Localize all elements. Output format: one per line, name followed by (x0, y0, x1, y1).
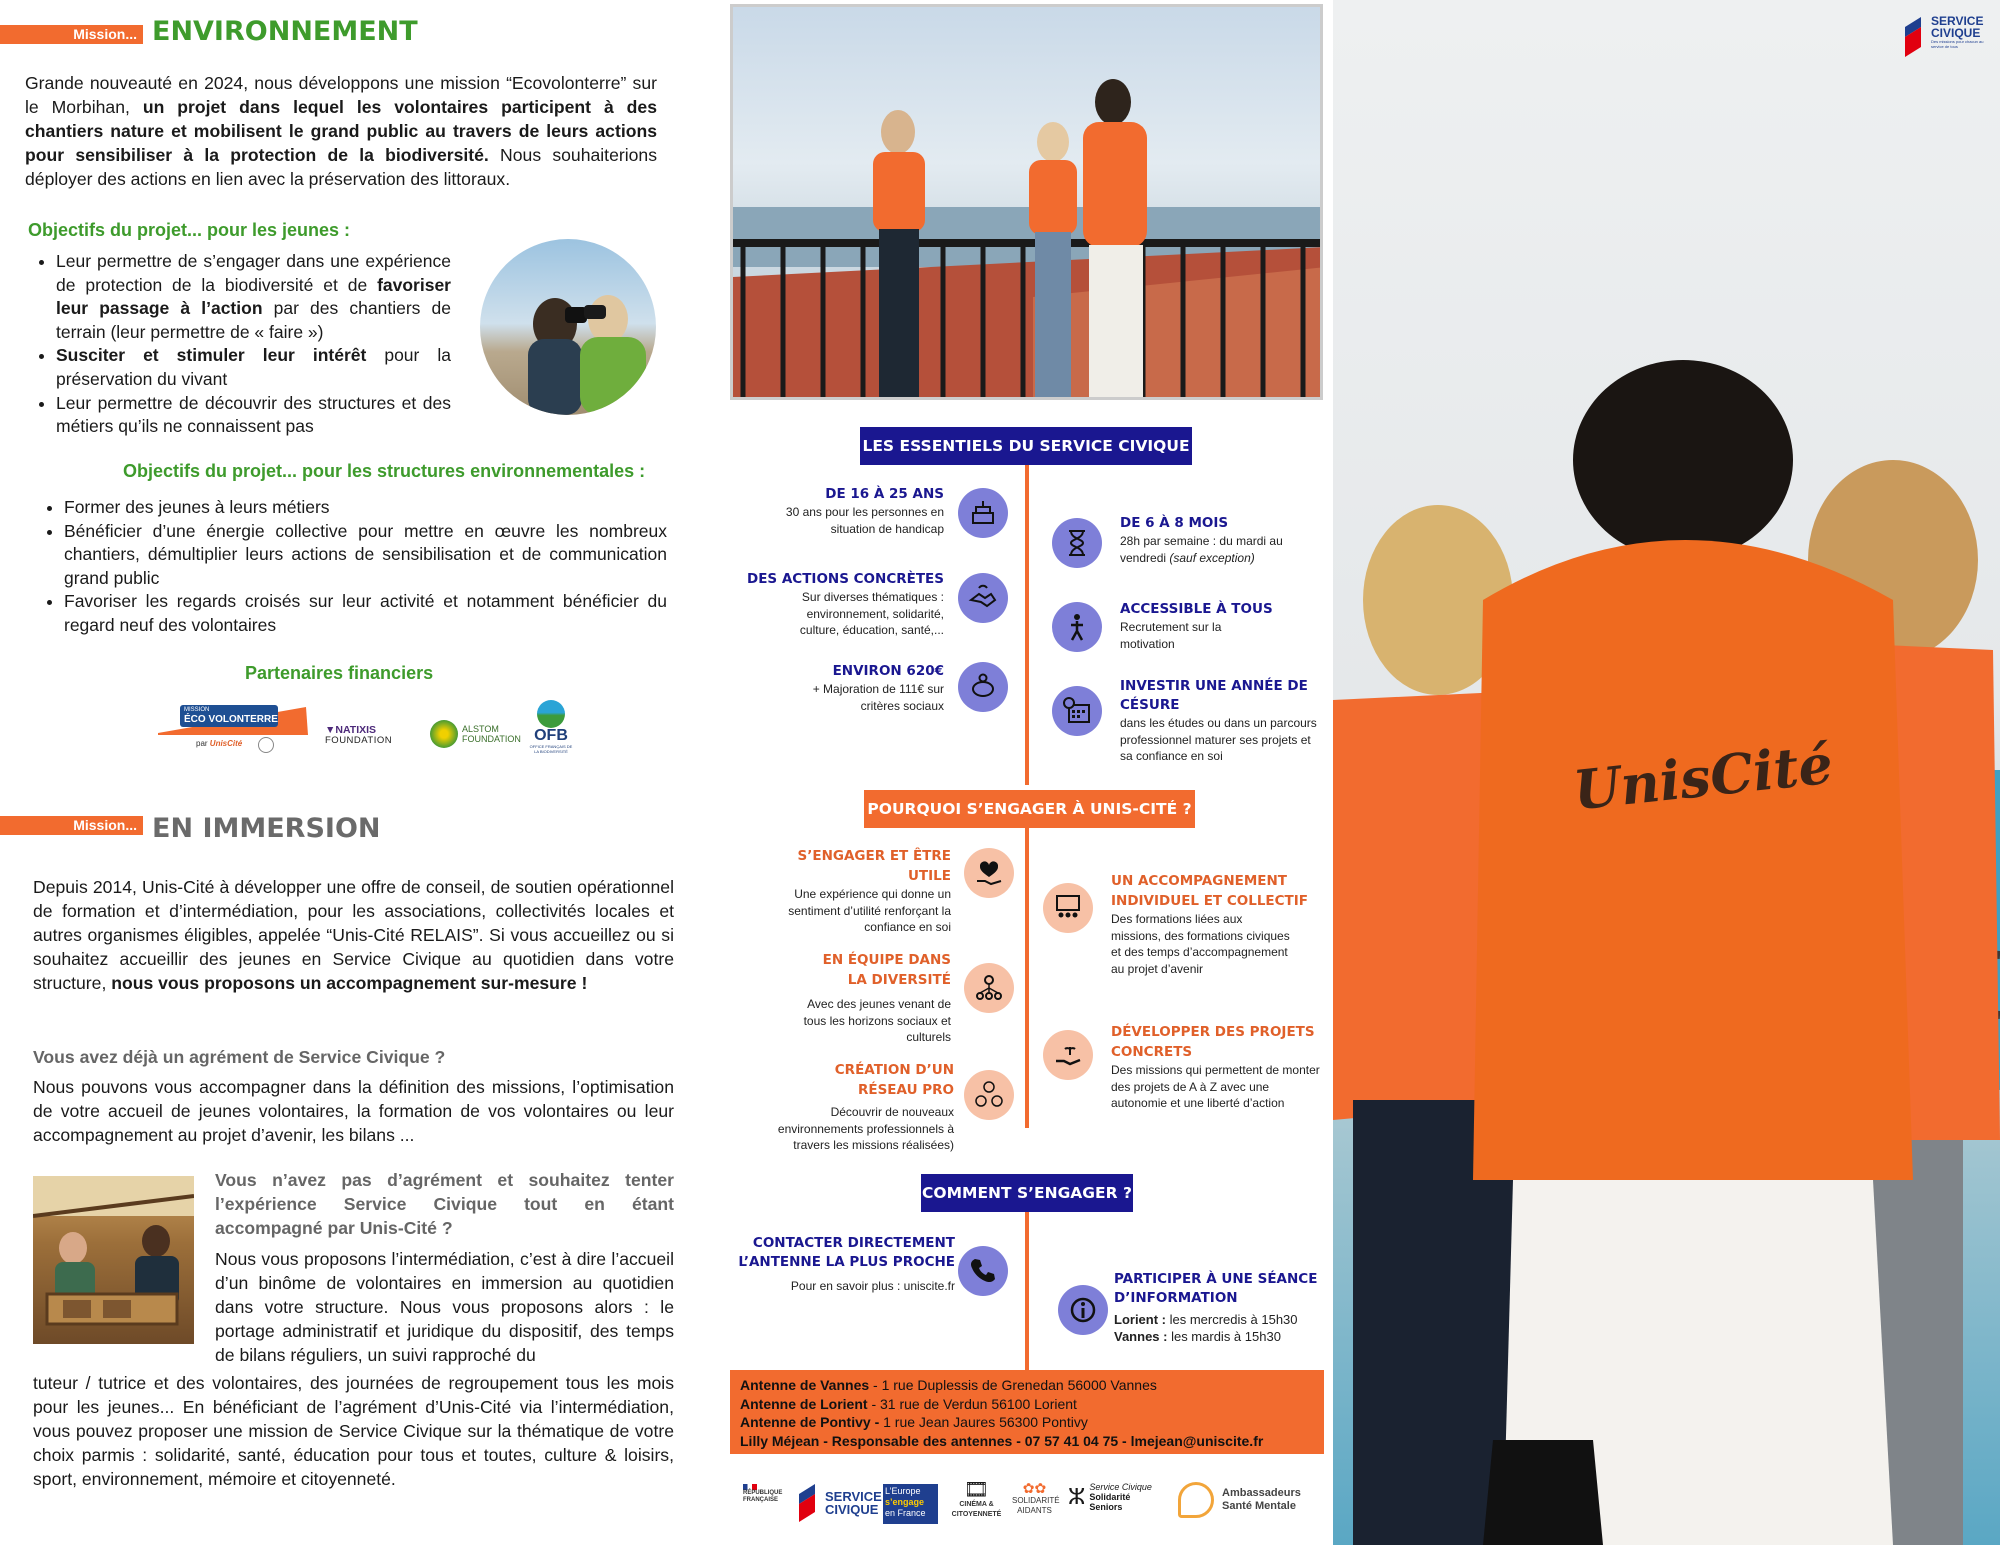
hourglass-icon (1052, 518, 1102, 568)
calendar-clock-icon (1052, 686, 1102, 736)
cinema-citoyennete-logo: 🎞 CINÉMA & CITOYENNETÉ (951, 1479, 1002, 1518)
presentation-icon (1043, 883, 1093, 933)
solidarite-seniors-logo: ⵣ Service Civique Solidarité Seniors (1068, 1482, 1152, 1512)
person-icon (1052, 602, 1102, 652)
alstom-logo: ALSTOM FOUNDATION (430, 720, 521, 748)
imm-question-1: Vous avez déjà un agrément de Service Civique ? (33, 1047, 446, 1067)
address-lorient: Antenne de Lorient - 31 rue de Verdun 56100 Lorient (740, 1395, 1077, 1412)
addresses-box (730, 1370, 1324, 1454)
essentiels-banner: LES ESSENTIELS DU SERVICE CIVIQUE (860, 427, 1192, 465)
team-network-icon (964, 963, 1014, 1013)
ess-item-actions: DES ACTIONS CONCRÈTES Sur diverses thématiques : environnement, solidarité, culture, éducation, santé,... (747, 571, 944, 637)
pq-item-diversite: EN ÉQUIPE DANS LA DIVERSITÉ Avec des jeunes venant de tous les horizons sociaux et culturels (803, 952, 951, 1044)
pq-item-projets: DÉVELOPPER DES PROJETS CONCRETS Des missions qui permettent de monter des projets de A à Z avec une autonomie et une liberté d’action (1111, 1024, 1320, 1110)
obj-structures-list (34, 496, 667, 638)
list-item: • Favoriser les regards croisés sur leur activité et notamment bénéficier du regard neuf des volontaires (64, 590, 667, 637)
imm-intro: Depuis 2014, Unis-Cité à développer une offre de conseil, de soutien opérationnel de formation et d’intermédiation, pour les associations, collectivités locales et autres organismes éligibles, appelée “Unis-Cité RELAIS”. Si vous accueillez ou si souhaitez accueillir des jeunes en Service Civique au quotidien dans votre structure, nous vous proposons un accompagnement sur-mesure ! (33, 877, 674, 993)
list-item: • Bénéficier d’une énergie collective pour mettre en œuvre les nombreux chantiers, démultiplier leurs actions de sensibilisation et de communication grand public (64, 520, 667, 591)
service-civique-footer-logo: SERVICE CIVIQUE (795, 1482, 882, 1524)
section-title-environnement: ENVIRONNEMENT (152, 16, 418, 47)
timeline-line-1 (1025, 465, 1029, 785)
cake-icon (958, 488, 1008, 538)
info-icon (1058, 1285, 1108, 1335)
phone-icon (958, 1246, 1008, 1296)
comment-banner: COMMENT S’ENGAGER ? (921, 1174, 1133, 1212)
list-item: • Leur permettre de découvrir des structures et des métiers qu’ils ne connaissent pas (56, 392, 451, 439)
contact-line: Lilly Méjean - Responsable des antennes - 07 57 41 04 75 - lmejean@uniscite.fr (740, 1432, 1264, 1449)
cm-item-seance: PARTICIPER À UNE SÉANCE D’INFORMATION Lorient : les mercredis à 15h30 Vannes : les mardis à 15h30 (1114, 1271, 1318, 1344)
heart-hand-icon (964, 848, 1014, 898)
pq-item-accompagnement: UN ACCOMPAGNEMENT INDIVIDUEL ET COLLECTIF Des formations liées aux missions, des formations civiques et des temps d’accompagnement au projet d’avenir (1111, 873, 1309, 976)
imm-para-3: Nous vous proposons l’intermédiation, c’est à dire l’accueil d’un binôme de volontaires en immersion au quotidien dans votre structure. Nous vous proposons alors : le portage administratif et juridique du dispositif, des temps de bilans réguliers, un suivi rapproché du (215, 1249, 674, 1365)
mission-tag: Mission... (0, 25, 143, 44)
hoodie-text: UnisCité (1570, 731, 1836, 823)
list-item: • Susciter et stimuler leur intérêt pour la préservation du vivant (56, 344, 451, 391)
imm-para-2: Nous pouvons vous accompagner dans la définition des missions, l’optimisation de votre accueil de jeunes volontaires, la formation de vos volontaires ou leur accompagnement au projet d’avenir, les bilans ... (33, 1077, 674, 1145)
partners-title: Partenaires financiers (245, 663, 434, 683)
natixis-logo: ▼NATIXIS FOUNDATION (325, 724, 393, 746)
cm-item-contact: CONTACTER DIRECTEMENT L’ANTENNE LA PLUS PROCHE Pour en savoir plus : uniscite.fr (738, 1235, 955, 1293)
ofb-logo: OFB OFFICE FRANÇAIS DE LA BIODIVERSITÉ (528, 700, 574, 754)
obj-structures-title: Objectifs du projet... pour les structures environnementales : (123, 461, 646, 481)
ess-item-accessible: ACCESSIBLE À TOUS Recrutement sur la motivation (1120, 601, 1273, 651)
solidarite-aidants-logo: ✿✿ SOLIDARITÉ AIDANTS (1012, 1480, 1060, 1515)
pq-item-reseau: CRÉATION D’UN RÉSEAU PRO Découvrir de nouveaux environnements professionnels à travers les missions réalisées) (777, 1062, 954, 1152)
republique-francaise-logo: RÉPUBLIQUE FRANÇAISE (743, 1484, 783, 1504)
obj-jeunes-list (26, 250, 451, 439)
ess-item-indemnite: ENVIRON 620€ + Majoration de 111€ sur critères sociaux (812, 663, 944, 713)
hoodies-photo (1333, 0, 2000, 1545)
hand-plant-icon (1043, 1030, 1093, 1080)
obj-jeunes-title: Objectifs du projet... pour les jeunes : (28, 220, 351, 240)
list-item: • Leur permettre de s’engager dans une expérience de protection de la biodiversité et de favoriser leur passage à l’action par des chantiers de terrain (leur permettre de « faire ») (56, 250, 451, 344)
mission-tag-2: Mission... (0, 816, 143, 835)
timeline-line-2 (1025, 828, 1029, 1128)
ess-item-duree: DE 6 À 8 MOIS 28h par semaine : du mardi au vendredi (sauf exception) (1120, 515, 1283, 565)
address-pontivy: Antenne de Pontivy - 1 rue Jean Jaures 56300 Pontivy (740, 1414, 1088, 1430)
eco-volonterre-logo: MISSION ÉCO VOLONTERRE par UnisCité (158, 703, 308, 753)
piggy-bank-icon (958, 662, 1008, 712)
section-title-immersion: EN IMMERSION (152, 813, 381, 844)
list-item: • Former des jeunes à leurs métiers (64, 496, 667, 520)
timeline-line-3 (1025, 1212, 1029, 1370)
imm-para-4: tuteur / tutrice et des volontaires, des journées de regroupement tous les mois pour les jeunes... En bénéficiant de l’agrément d’Unis-Cité via l’intermédiation, vous pouvez proposer une mission de Service Civique sur la thématique de votre choix parmis : solidarité, santé, éducation pour tous et toutes, culture & loisirs, sport, environnement, mémoire et citoyenneté. (33, 1373, 674, 1489)
ambassadeurs-sante-mentale-logo: Ambassadeurs Santé Mentale (1178, 1482, 1301, 1518)
ess-item-age: DE 16 À 25 ANS 30 ans pour les personnes en situation de handicap (785, 486, 944, 536)
workshop-photo (33, 1176, 194, 1344)
binoculars-photo (480, 239, 656, 415)
imm-question-2: Vous n’avez pas d’agrément et souhaitez tenter l’expérience Service Civique tout en étant accompagné par Unis-Cité ? (215, 1170, 674, 1238)
volunteers-photo (730, 4, 1323, 400)
ess-item-cesure: INVESTIR UNE ANNÉE DE CÉSURE dans les études ou dans un parcours professionnel maturer ses projets et sa confiance en soi (1120, 678, 1317, 763)
europe-logo: L’Europe s’engage en France (883, 1484, 938, 1524)
handshake-icon (958, 573, 1008, 623)
pourquoi-banner: POURQUOI S’ENGAGER À UNIS-CITÉ ? (864, 790, 1195, 828)
network-icon (964, 1070, 1014, 1120)
service-civique-logo: SERVICE CIVIQUE Des missions pour chacun au service de tous (1901, 15, 1987, 59)
address-vannes: Antenne de Vannes - 1 rue Duplessis de Grenedan 56000 Vannes (740, 1377, 1157, 1393)
env-intro: Grande nouveauté en 2024, nous développons une mission “Ecovolonterre” sur le Morbihan, un projet dans lequel les volontaires participent à des chantiers nature et mobilisent le grand public au travers de leurs actions pour sensibiliser à la protection de la biodiversité. Nous souhaiterions déployer des actions en lien avec la préservation des littoraux. (25, 73, 657, 189)
pq-item-utile: S’ENGAGER ET ÊTRE UTILE Une expérience qui donne un sentiment d’utilité renforçant la confiance en soi (788, 848, 951, 934)
